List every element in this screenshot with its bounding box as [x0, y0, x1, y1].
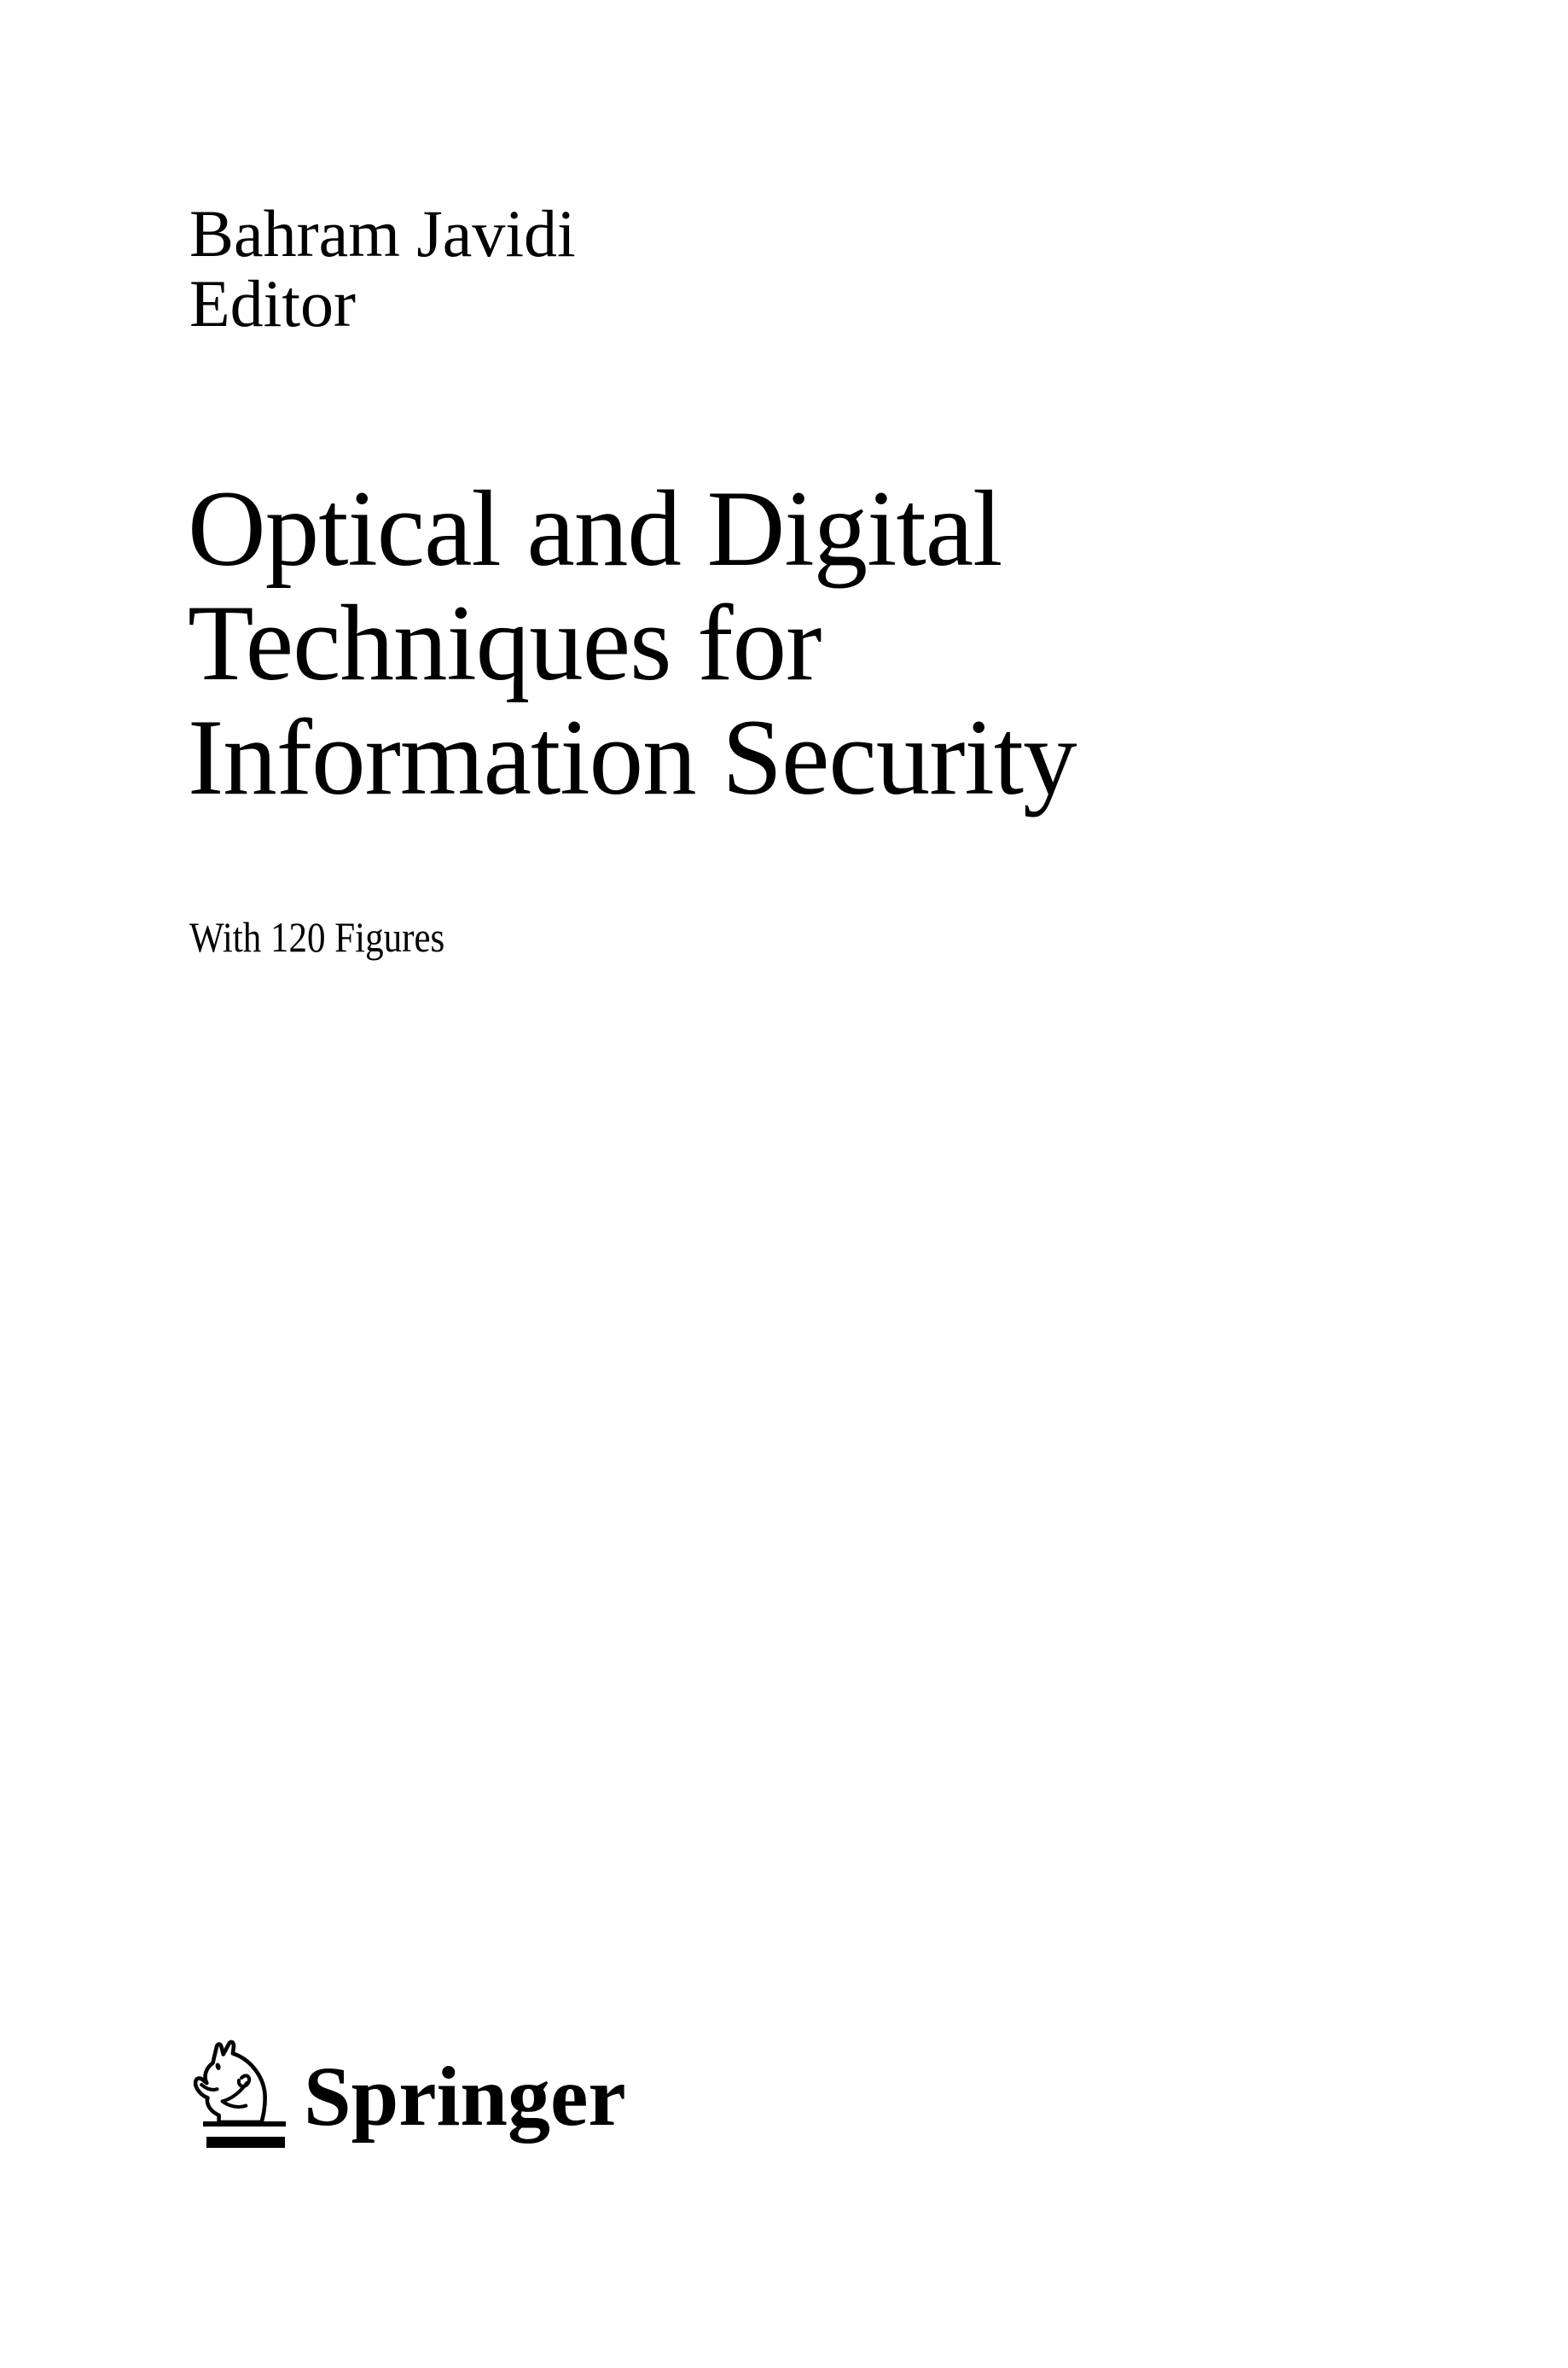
- title-line-3: Information Security: [188, 698, 1077, 817]
- logo-bar-thin: [203, 2121, 286, 2127]
- logo-bar-thick: [206, 2137, 285, 2148]
- springer-knight-horse-icon: [193, 2039, 280, 2123]
- figures-note: With 120 Figures: [189, 913, 445, 961]
- title-line-1: Optical and Digital: [188, 469, 1002, 589]
- editor-role: Editor: [189, 266, 356, 340]
- author-name: Bahram Javidi: [189, 196, 576, 271]
- author-block: [189, 196, 576, 340]
- book-title: [188, 469, 1077, 817]
- title-line-2: Techniques for: [188, 584, 822, 703]
- publisher-wordmark: Springer: [304, 2049, 626, 2144]
